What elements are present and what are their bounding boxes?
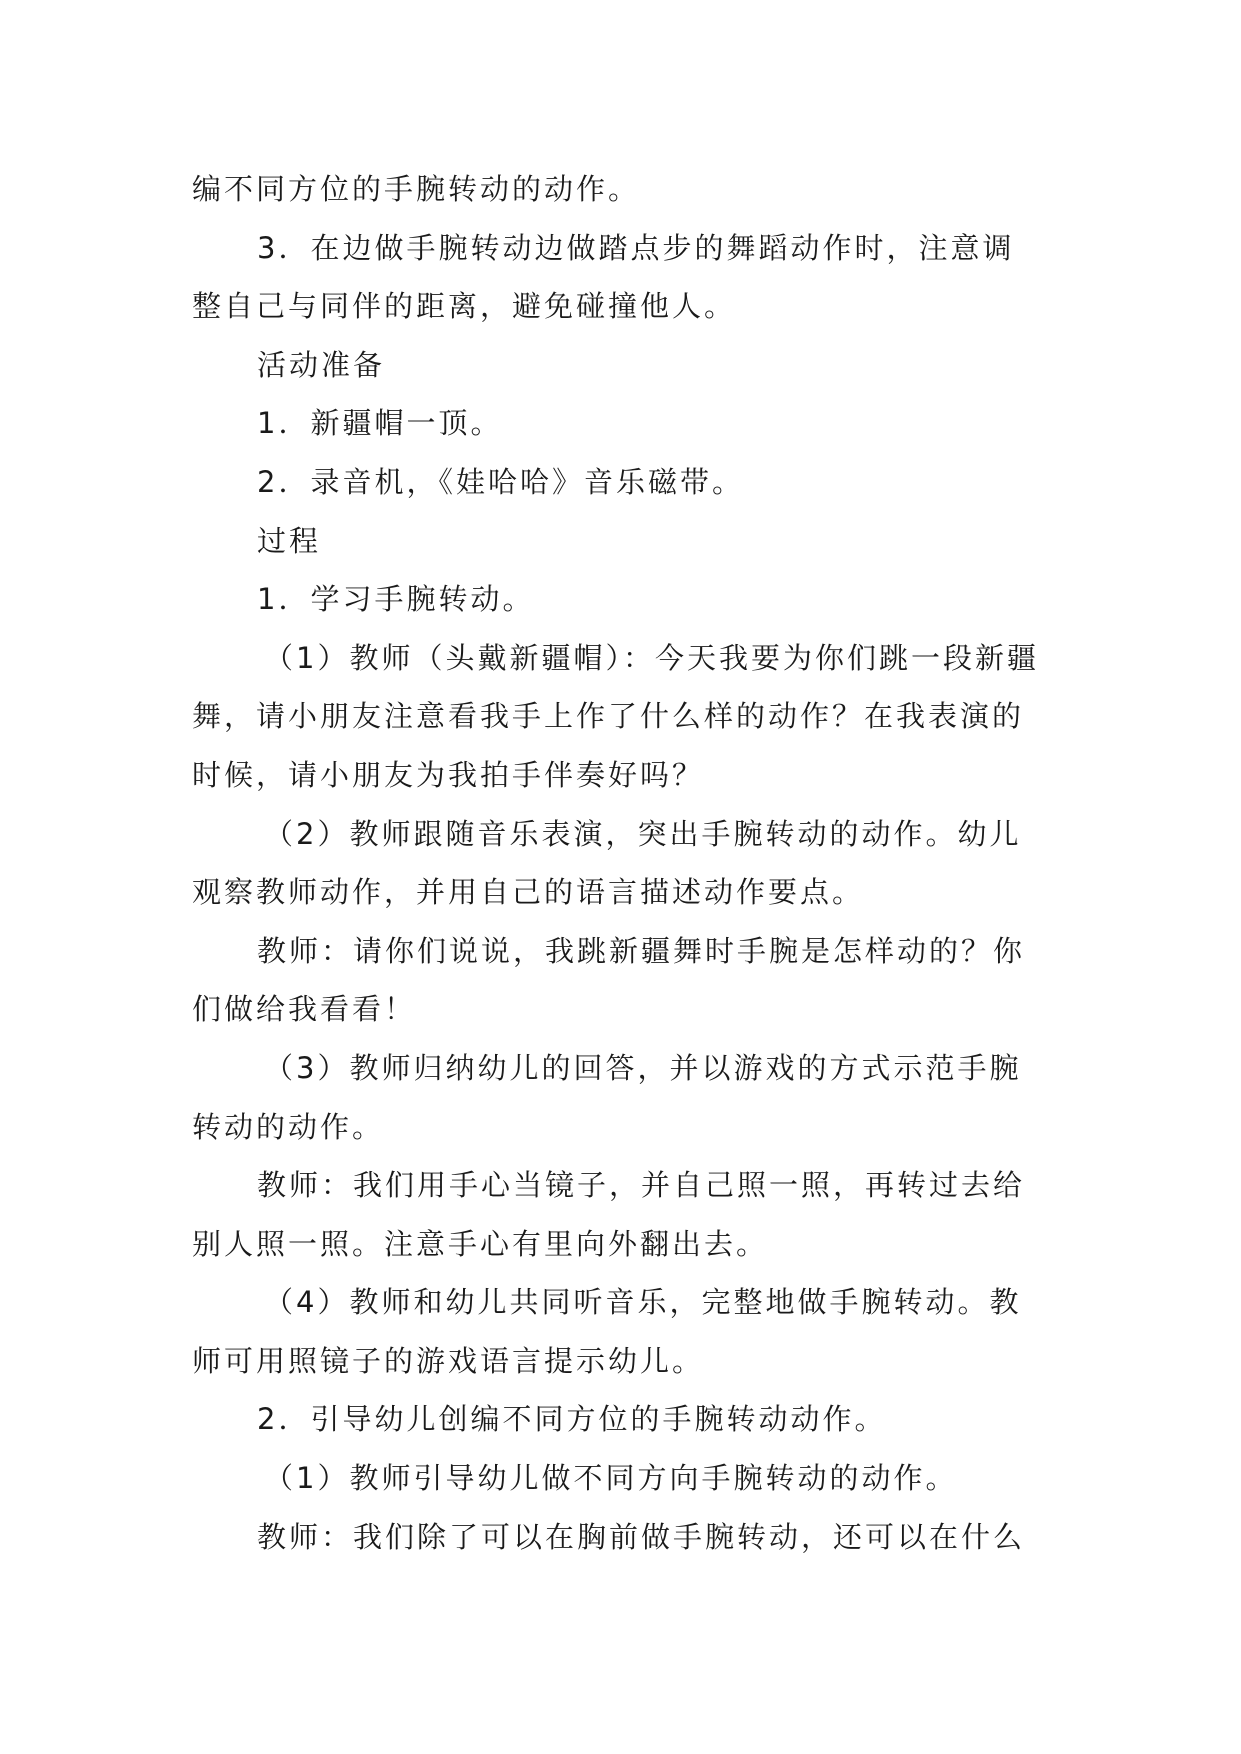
text-line: 转动的动作。: [192, 1109, 385, 1144]
text-line: 2．引导幼儿创编不同方位的手腕转动动作。: [257, 1402, 887, 1437]
text-line: 3．在边做手腕转动边做踏点步的舞蹈动作时，注意调: [257, 230, 1015, 265]
text-line: 教师：我们除了可以在胸前做手腕转动，还可以在什么: [257, 1519, 1026, 1554]
text-line: 1．学习手腕转动。: [257, 582, 535, 617]
section-heading: 过程: [257, 523, 322, 558]
text-line: （2）教师跟随音乐表演，突出手腕转动的动作。幼儿: [264, 816, 1022, 851]
text-line: （1）教师（头戴新疆帽）：今天我要为你们跳一段新疆: [264, 640, 1039, 675]
text-line: （3）教师归纳幼儿的回答，并以游戏的方式示范手腕: [264, 1050, 1022, 1085]
text-line: 教师：我们用手心当镜子，并自己照一照，再转过去给: [257, 1168, 1026, 1203]
section-heading: 活动准备: [257, 347, 386, 382]
text-line: 教师：请你们说说，我跳新疆舞时手腕是怎样动的？你: [257, 933, 1026, 968]
document-body: [192, 160, 1052, 1566]
text-line: 师可用照镜子的游戏语言提示幼儿。: [192, 1343, 705, 1378]
text-line: 编不同方位的手腕转动的动作。: [192, 172, 641, 206]
text-line: （4）教师和幼儿共同听音乐，完整地做手腕转动。教: [264, 1285, 1022, 1320]
text-line: 舞，请小朋友注意看我手上作了什么样的动作？在我表演的: [192, 699, 1025, 734]
text-line: 观察教师动作，并用自己的语言描述动作要点。: [192, 875, 865, 910]
text-line: 1．新疆帽一顶。: [257, 406, 503, 441]
text-line: 别人照一照。注意手心有里向外翻出去。: [192, 1226, 769, 1261]
text-line: 整自己与同伴的距离，避免碰撞他人。: [192, 289, 737, 324]
text-line: 们做给我看看！: [192, 992, 417, 1027]
text-line: （1）教师引导幼儿做不同方向手腕转动的动作。: [264, 1461, 958, 1496]
text-line: 时候，请小朋友为我拍手伴奏好吗？: [192, 757, 705, 792]
text-line: 2．录音机，《娃哈哈》音乐磁带。: [257, 464, 744, 499]
